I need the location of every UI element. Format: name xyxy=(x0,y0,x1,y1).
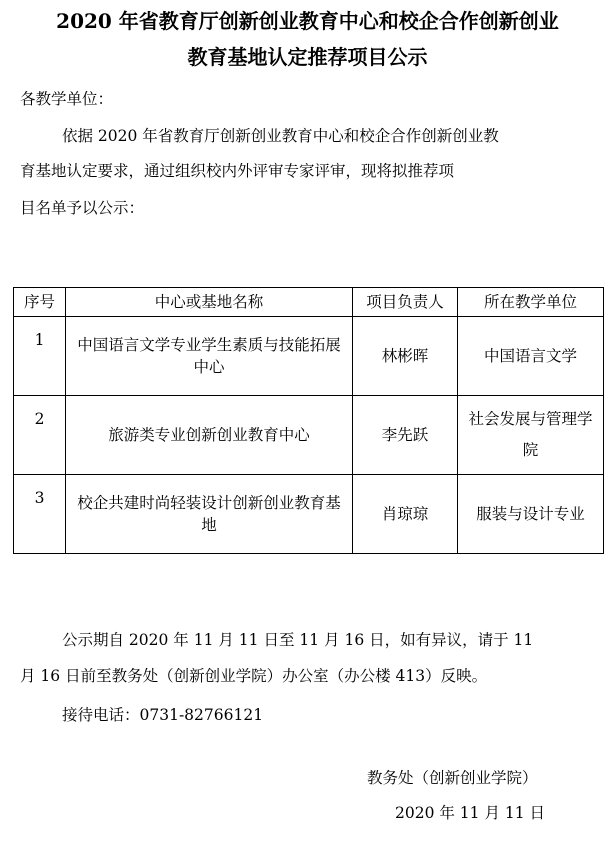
table-header-row xyxy=(14,288,604,317)
header-unit: 所在教学单位 xyxy=(458,288,604,317)
notice-line-1: 公示期自 2020 年 11 月 11 日至 11 月 16 日，如有异议，请于 11 xyxy=(62,631,534,649)
header-name: 中心或基地名称 xyxy=(66,288,353,317)
intro-line-2: 育基地认定要求，通过组织校内外评审专家评审，现将拟推荐项 xyxy=(20,162,455,180)
document-title-line-2: 教育基地认定推荐项目公示 xyxy=(187,45,428,69)
row-name: 校企共建时尚轻装设计创新创业教育基地 xyxy=(66,475,353,554)
contact-phone: 接待电话：0731-82766121 xyxy=(62,706,264,724)
row-no: 2 xyxy=(14,396,66,475)
header-leader: 项目负责人 xyxy=(353,288,458,317)
row-no: 3 xyxy=(14,475,66,554)
row-name: 中国语言文学专业学生素质与技能拓展中心 xyxy=(66,317,353,396)
recommended-projects-table xyxy=(13,287,604,554)
row-leader: 肖琼琼 xyxy=(353,475,458,554)
header-no: 序号 xyxy=(14,288,66,317)
table-row xyxy=(14,317,604,396)
row-unit: 社会发展与管理学院 xyxy=(458,396,604,475)
signature-date: 2020 年 11 月 11 日 xyxy=(395,804,546,822)
notice-line-2: 月 16 日前至教务处（创新创业学院）办公室（办公楼 413）反映。 xyxy=(20,667,488,685)
intro-line-3: 目名单予以公示： xyxy=(20,199,145,217)
row-unit: 中国语言文学 xyxy=(458,317,604,396)
row-leader: 林彬晖 xyxy=(353,317,458,396)
document-title-line-1: 2020 年省教育厅创新创业教育中心和校企合作创新创业 xyxy=(56,9,559,33)
intro-line-1: 依据 2020 年省教育厅创新创业教育中心和校企合作创新创业教 xyxy=(62,127,499,145)
salutation: 各教学单位： xyxy=(20,90,114,108)
signature-org: 教务处（创新创业学院） xyxy=(367,769,538,787)
row-no: 1 xyxy=(14,317,66,396)
row-unit: 服装与设计专业 xyxy=(458,475,604,554)
row-name: 旅游类专业创新创业教育中心 xyxy=(66,396,353,475)
table-row xyxy=(14,396,604,475)
table-row xyxy=(14,475,604,554)
row-leader: 李先跃 xyxy=(353,396,458,475)
